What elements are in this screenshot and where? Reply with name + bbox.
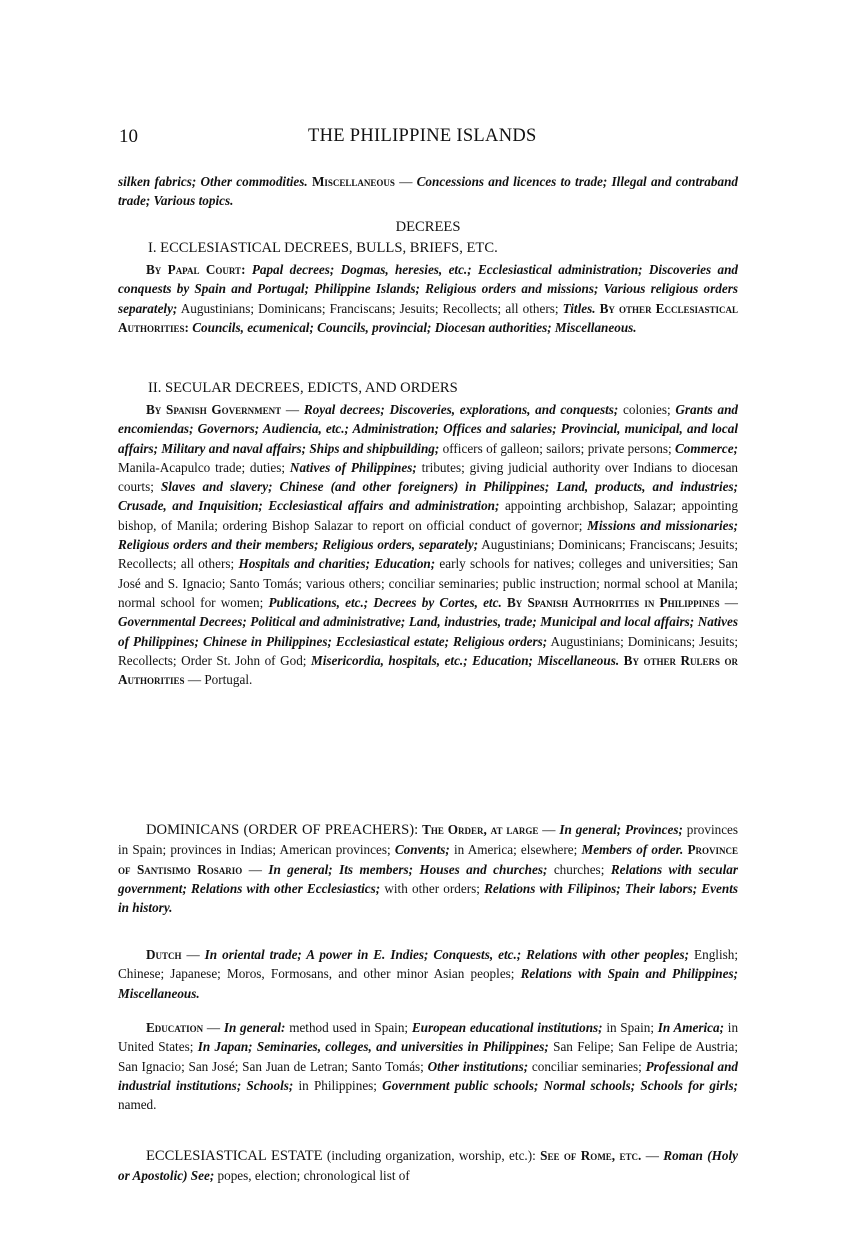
ee-dash: — bbox=[641, 1148, 664, 1163]
s2-dash3: — bbox=[184, 672, 205, 688]
s1-by-papal: By Papal Court: bbox=[146, 262, 246, 277]
s2-by-spanish: By Spanish Government bbox=[146, 402, 282, 417]
dom-order: The Order, at large bbox=[422, 822, 539, 837]
page-number: 10 bbox=[119, 126, 138, 147]
s2-t18: Misericordia, hospitals, etc.; Education; Miscellaneous. bbox=[310, 652, 620, 668]
dutch-dash: — bbox=[181, 947, 205, 962]
decrees-title: DECREES bbox=[395, 219, 461, 235]
running-title: THE PHILIPPINE ISLANDS bbox=[308, 126, 537, 146]
dutch-lead: Dutch bbox=[146, 947, 182, 962]
top-c: — bbox=[394, 174, 417, 189]
s2-t6: Manila-Acapulco trade; duties; bbox=[118, 459, 286, 475]
s2-by-spanish-auth: By Spanish Authorities in Philippines bbox=[506, 594, 720, 610]
dom-a4: in America; elsewhere; bbox=[453, 842, 578, 858]
edu-c2: method used in Spain; bbox=[289, 1020, 409, 1035]
edu-c6: in United States; bbox=[118, 1020, 739, 1055]
section1-body bbox=[118, 260, 738, 337]
edu-c13: Government public schools; Normal schools; Schools for girls; bbox=[382, 1077, 738, 1093]
edu-c7: In Japan; Seminaries, colleges, and universities in Philippines; bbox=[197, 1039, 549, 1055]
s2-t12: Augustinians; Dominicans; Franciscans; Jesuits; Recollects; all others; bbox=[118, 537, 738, 572]
s2-t15: Publications, etc.; Decrees by Cortes, etc. bbox=[268, 594, 502, 610]
dom-a2: provinces in Spain; provinces in Indias; American provinces; bbox=[118, 822, 739, 858]
dom-lead: DOMINICANS (ORDER OF PREACHERS): bbox=[146, 822, 419, 838]
dom-a7: churches; bbox=[553, 861, 605, 877]
s2-t19: Portugal. bbox=[204, 672, 253, 688]
dom-a5: Members of order. bbox=[581, 842, 684, 858]
ee-d2: Roman (Holy or Apostolic) See; bbox=[118, 1148, 739, 1184]
s2-t4: officers of galleon; sailors; private persons; bbox=[442, 440, 672, 456]
edu-c1: In general: bbox=[223, 1020, 286, 1035]
dom-a10: Relations with Filipinos; Their labors; Events in history. bbox=[118, 880, 739, 916]
ee-d3: popes, election; chronological list of bbox=[217, 1168, 410, 1184]
top-b: Miscellaneous bbox=[311, 174, 395, 189]
s2-by-other-rulers: By other Rulers or Authorities bbox=[118, 652, 739, 688]
dom-a8: Relations with secular government; Relations with other Ecclesiastics; bbox=[118, 861, 739, 896]
s2-t1: Royal decrees; Discoveries, explorations, and conquests; bbox=[303, 402, 619, 417]
dutch-b1: In oriental trade; A power in E. Indies; Conquests, etc.; Relations with other peoples; bbox=[204, 947, 690, 962]
s1-p2: Augustinians; Dominicans; Franciscans; Jesuits; Recollects; all others; bbox=[180, 300, 559, 316]
s2-t13: Hospitals and charities; Education; bbox=[238, 556, 436, 572]
s2-t7: Natives of Philippines; bbox=[289, 459, 417, 475]
s2-t10: appointing archbishop, Salazar; appointing bishop, of Manila; ordering Bishop Salazar to report on official conduct of governor; bbox=[118, 498, 738, 533]
dom-dash2: — bbox=[242, 861, 269, 877]
s2-t9: Slaves and slavery; Chinese (and other foreigners) in Philippines; Land, products, and industries; Crusade, and Inquisition; Ecclesiastical affairs and administration; bbox=[118, 479, 738, 514]
s1-by-other: By other Ecclesiastical Authorities: bbox=[118, 300, 739, 335]
dom-a9: with other orders; bbox=[384, 880, 480, 896]
s2-t3: Grants and encomiendas; Governors; Audiencia, etc.; Administration; Offices and salaries; Provincial, municipal, and local affairs; Military and naval affairs; Ships and shipbuilding; bbox=[118, 402, 739, 456]
edu-c8: San Felipe; San Felipe de Austria; San Ignacio; San José; San Juan de Letran; Santo Tomás; bbox=[118, 1039, 739, 1074]
education-entry bbox=[118, 1018, 738, 1114]
edu-c9: Other institutions; bbox=[427, 1058, 529, 1074]
ee-d1: (including organization, worship, etc.): bbox=[326, 1148, 536, 1163]
s1-p1: Papal decrees; Dogmas, heresies, etc.; Ecclesiastical administration; Discoveries and conquests by Spain and Portugal; Philippine Islands; Religious orders and missions; Various religious orders separately; bbox=[118, 262, 739, 316]
s2-dash: — bbox=[281, 402, 304, 417]
dutch-entry bbox=[118, 945, 738, 1003]
edu-c3: European educational institutions; bbox=[411, 1020, 603, 1035]
top-d: Concessions and licences to trade; Illegal and contraband trade; Various topics. bbox=[118, 174, 739, 209]
section2-heading: II. SECULAR DECREES, EDICTS, AND ORDERS bbox=[148, 380, 458, 396]
dominicans-entry bbox=[118, 820, 738, 917]
dutch-b3: Relations with Spain and Philippines; Miscellaneous. bbox=[118, 966, 738, 1001]
section1-heading: I. ECCLESIASTICAL DECREES, BULLS, BRIEFS, ETC. bbox=[148, 240, 498, 256]
s2-t11: Missions and missionaries; Religious orders and their members; Religious orders, separately; bbox=[118, 517, 739, 553]
dutch-b2: English; Chinese; Japanese; Moros, Formosans, and other minor Asian peoples; bbox=[118, 947, 739, 982]
edu-c4: in Spain; bbox=[606, 1020, 655, 1035]
eccl-estate-entry bbox=[118, 1146, 738, 1186]
s2-t5: Commerce; bbox=[675, 440, 739, 456]
section2-body bbox=[118, 400, 738, 689]
ee-see: See of Rome, etc. bbox=[540, 1148, 642, 1163]
dom-a1: In general; Provinces; bbox=[559, 822, 683, 837]
edu-c14: named. bbox=[118, 1097, 157, 1113]
edu-c10: conciliar seminaries; bbox=[531, 1058, 642, 1074]
s1-p4: Councils, ecumenical; Councils, provincial; Diocesan authorities; Miscellaneous. bbox=[192, 319, 637, 335]
edu-dash: — bbox=[203, 1020, 224, 1035]
edu-lead: Education bbox=[146, 1020, 204, 1035]
top-continuation bbox=[118, 172, 738, 211]
s2-t14: early schools for natives; colleges and universities; San José and S. Ignacio; Santo Tomás; various others; conciliar seminaries; public instruction; normal school at Manila; normal school for women; bbox=[118, 556, 739, 610]
dom-a6: In general; Its members; Houses and churches; bbox=[268, 861, 548, 877]
top-a: silken fabrics; Other commodities. bbox=[118, 174, 308, 189]
s2-dash2: — bbox=[719, 594, 738, 610]
s2-t17: Augustinians; Dominicans; Jesuits; Recollects; Order St. John of God; bbox=[118, 633, 739, 668]
s1-p3: Titles. bbox=[562, 300, 596, 316]
edu-c12: in Philippines; bbox=[298, 1077, 377, 1093]
edu-c11: Professional and industrial institutions; Schools; bbox=[118, 1058, 739, 1093]
dom-prov: Province of Santisimo Rosario bbox=[118, 842, 739, 877]
dom-dash: — bbox=[538, 822, 560, 837]
s2-t8: tributes; giving judicial authority over Indians to diocesan courts; bbox=[118, 459, 739, 495]
s2-t2: colonies; bbox=[623, 402, 671, 417]
edu-c5: In America; bbox=[657, 1020, 725, 1035]
ee-lead: ECCLESIASTICAL ESTATE bbox=[146, 1148, 323, 1164]
dom-a3: Convents; bbox=[394, 842, 450, 858]
s2-t16: Governmental Decrees; Political and administrative; Land, industries, trade; Municipal and local affairs; Natives of Philippines; Chinese in Philippines; Ecclesiastical estate; Religious orders; bbox=[118, 614, 738, 649]
